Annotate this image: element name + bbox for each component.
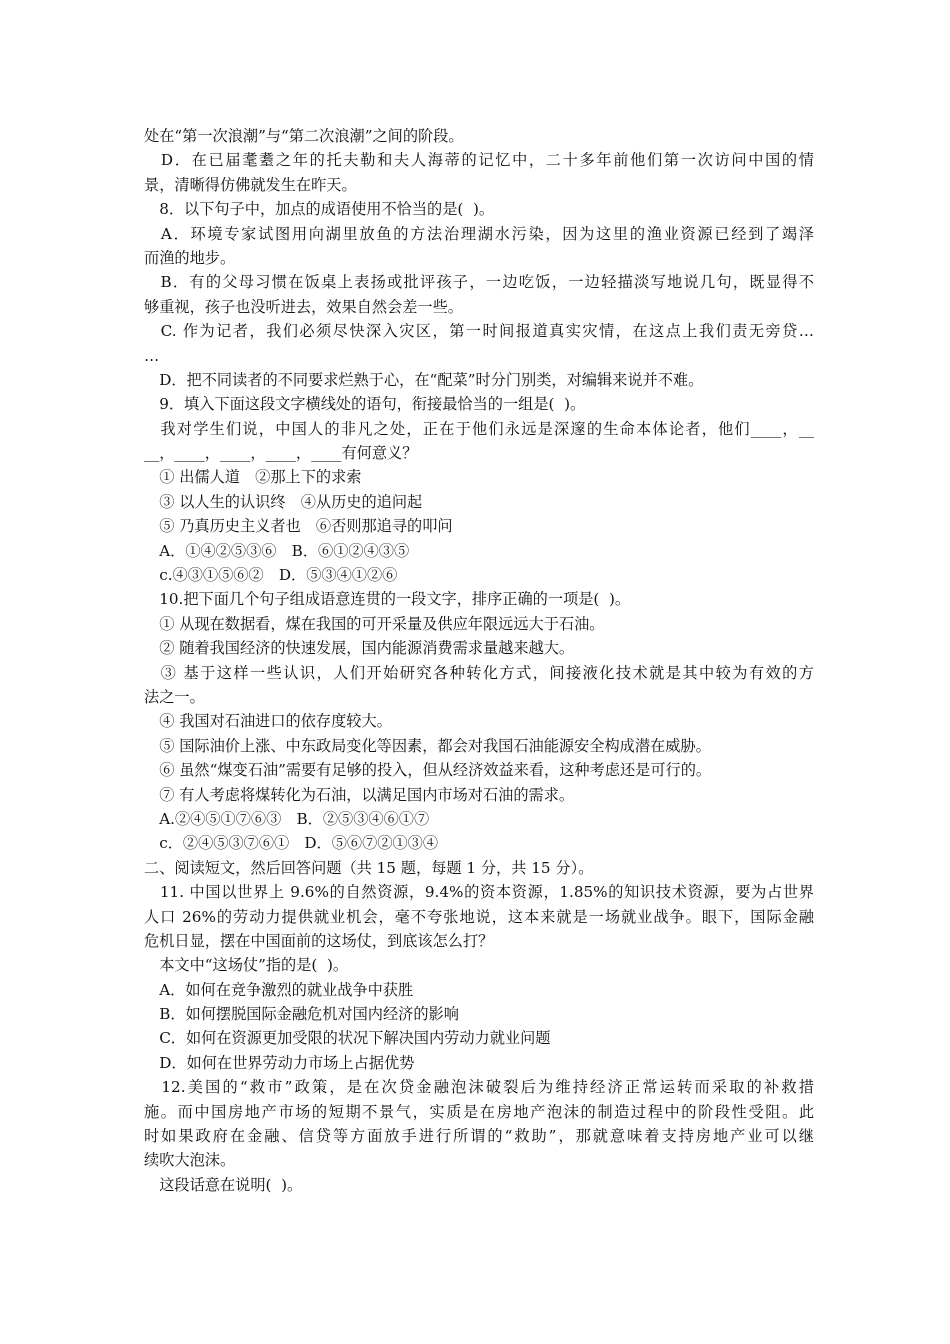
text-line: 景，清晰得仿佛就发生在昨天。 — [144, 175, 357, 194]
text-line: C. 作为记者，我们必须尽快深入灾区，第一时间报道真实灾情，在这点上我们责无旁贷… — [144, 322, 814, 341]
text-line: c.④③①⑤⑥② D．⑤③④①②⑥ — [144, 566, 398, 585]
text-line: A.②④⑤①⑦⑥③ B．②⑤③④⑥①⑦ — [144, 809, 430, 828]
text-line: 处在“第一次浪潮”与“第二次浪潮”之间的阶段。 — [144, 127, 464, 145]
text-line: B．如何摆脱国际金融危机对国内经济的影响 — [144, 1005, 459, 1024]
text-line: 危机日显，摆在中国面前的这场仗，到底该怎么打？ — [144, 931, 494, 950]
text-line: ② 随着我国经济的快速发展，国内能源消费需求量越来越大。 — [144, 639, 575, 658]
text-line: C．如何在资源更加受限的状况下解决国内劳动力就业问题 — [144, 1029, 551, 1048]
text-line: 续吹大泡沫。 — [144, 1151, 236, 1170]
text-line: __，____，____，____，____有何意义？ — [144, 444, 418, 463]
text-line: … — [144, 346, 160, 365]
text-line: 人口 26%的劳动力提供就业机会，毫不夸张地说，这本来就是一场就业战争。眼下，国际金融 — [144, 907, 814, 926]
text-line: ③ 以人生的认识终 ④从历史的追问起 — [144, 492, 423, 511]
text-line: 11. 中国以世界上 9.6%的自然资源，9.4%的资本资源，1.85%的知识技术资源，要为占世界 — [144, 883, 814, 902]
text-line: 我对学生们说，中国人的非凡之处，正在于他们永远是深邃的生命本体论者，他们____，__ — [144, 419, 814, 438]
text-line: 9．填入下面这段文字横线处的语句，衔接最恰当的一组是( )。 — [144, 395, 586, 414]
text-line: ① 出儒人道 ②那上下的求索 — [144, 468, 362, 487]
text-line: D．在已届耄耋之年的托夫勒和夫人海蒂的记忆中，二十多年前他们第一次访问中国的情 — [144, 151, 814, 170]
text-line: ① 从现在数据看，煤在我国的可开采量及供应年限远远大于石油。 — [144, 614, 605, 633]
text-line: D．把不同读者的不同要求烂熟于心，在“配菜”时分门别类，对编辑来说并不难。 — [144, 370, 704, 389]
text-line: ⑤ 国际油价上涨、中东政局变化等因素，都会对我国石油能源安全构成潜在威胁。 — [144, 736, 711, 755]
text-line: 够重视，孩子也没听进去，效果自然会差一些。 — [144, 297, 463, 316]
text-line: ④ 我国对石油进口的依存度较大。 — [144, 712, 392, 731]
text-line: 10.把下面几个句子组成语意连贯的一段文字，排序正确的一项是( )。 — [144, 590, 631, 609]
text-line: 8．以下句子中，加点的成语使用不恰当的是( )。 — [144, 200, 495, 219]
text-line: ③ 基于这样一些认识，人们开始研究各种转化方式，间接液化技术就是其中较为有效的方 — [144, 663, 814, 682]
text-line: ⑥ 虽然“煤变石油”需要有足够的投入，但从经济效益来看，这种考虑还是可行的。 — [144, 761, 712, 780]
text-line: 这段话意在说明( )。 — [144, 1175, 303, 1194]
document-page — [144, 124, 814, 1197]
text-line: c．②④⑤③⑦⑥① D．⑤⑥⑦②①③④ — [144, 834, 439, 853]
text-line: ⑦ 有人考虑将煤转化为石油，以满足国内市场对石油的需求。 — [144, 785, 575, 804]
text-line: 二、阅读短文，然后回答问题（共 15 题，每题 1 分，共 15 分）。 — [144, 858, 594, 877]
text-line: B．有的父母习惯在饭桌上表扬或批评孩子，一边吃饭，一边轻描淡写地说几句，既显得不 — [144, 273, 814, 292]
text-line: D．如何在世界劳动力市场上占据优势 — [144, 1053, 415, 1072]
text-line: 施。而中国房地产市场的短期不景气，实质是在房地产泡沫的制造过程中的阶段性受阻。此 — [144, 1102, 814, 1121]
text-line: 12.美国的“救市”政策，是在次贷金融泡沫破裂后为维持经济正常运转而采取的补救措 — [144, 1078, 814, 1097]
text-line: ⑤ 乃真历史主义者也 ⑥否则那追寻的叩问 — [144, 517, 453, 536]
text-line: A．①④②⑤③⑥ B．⑥①②④③⑤ — [144, 541, 410, 560]
text-line: A．环境专家试图用向湖里放鱼的方法治理湖水污染，因为这里的渔业资源已经到了竭泽 — [144, 224, 814, 243]
text-line: 法之一。 — [144, 687, 205, 706]
text-line: 而渔的地步。 — [144, 248, 236, 267]
text-line: 时如果政府在金融、信贷等方面放手进行所谓的“救助”，那就意味着支持房地产业可以继 — [144, 1127, 814, 1146]
text-line: A．如何在竞争激烈的就业战争中获胜 — [144, 980, 414, 999]
text-line: 本文中“这场仗”指的是( )。 — [144, 956, 349, 975]
